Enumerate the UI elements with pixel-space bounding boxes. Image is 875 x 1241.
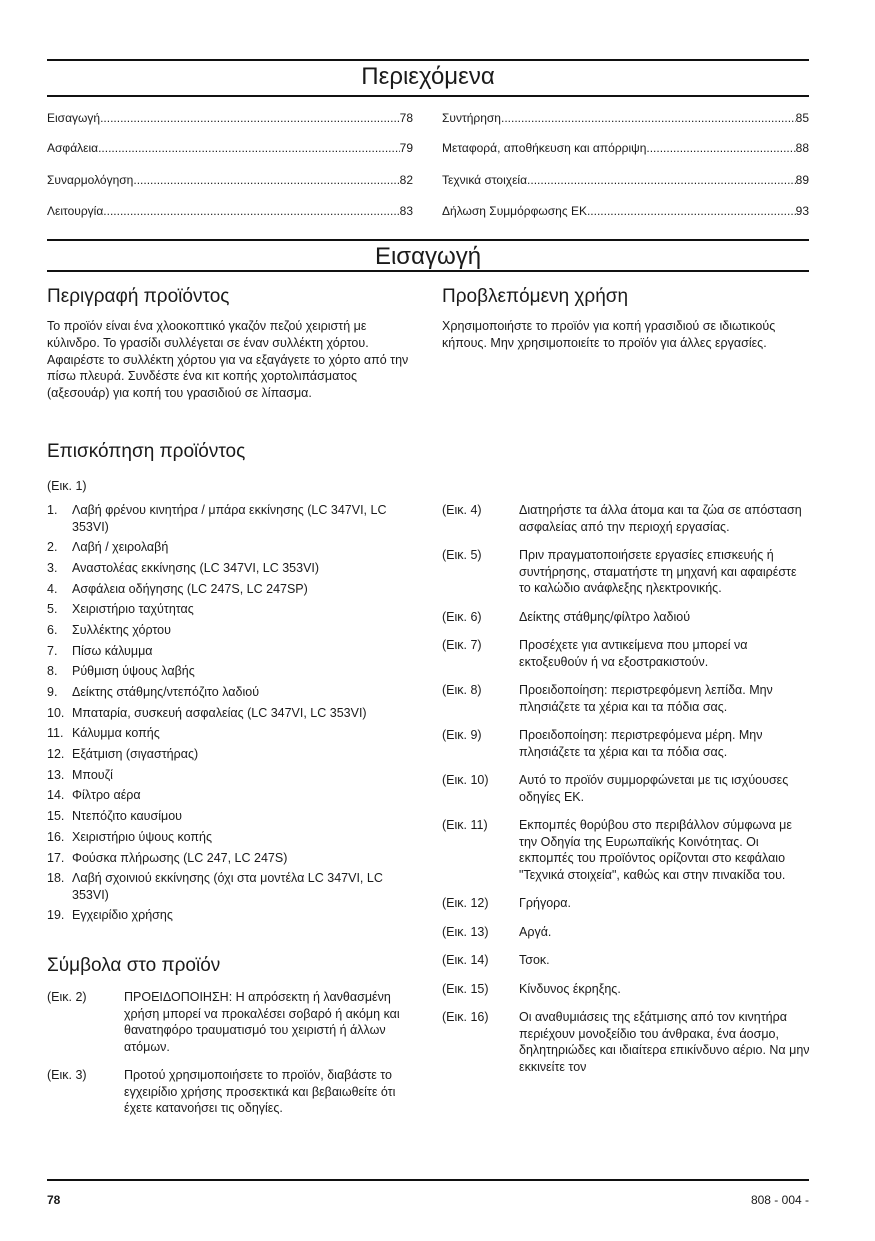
list-item-text: Εγχειρίδιο χρήσης: [72, 908, 173, 923]
symbol-description: Προειδοποίηση: περιστρεφόμενα μέρη. Μην πλησιάζετε τα χέρια και τα πόδια σας.: [519, 728, 763, 759]
list-item: [47, 787, 417, 804]
list-item-text: Λαβή σχοινιού εκκίνησης (όχι στα μοντέλα LC 347VI, LC 353VI): [72, 871, 383, 902]
description-heading: Περιγραφή προϊόντος: [47, 286, 230, 307]
list-item-number: 1.: [47, 503, 58, 517]
toc-leader-dots: [133, 172, 399, 188]
list-item-text: Ρύθμιση ύψους λαβής: [72, 664, 195, 679]
symbol-entry: [442, 817, 810, 883]
toc-leader-dots: [100, 110, 400, 126]
figure-ref: (Εικ. 13): [442, 924, 489, 939]
toc-leader-dots: [103, 203, 399, 219]
toc-entry-page: 89: [795, 173, 809, 187]
toc-entry-label: Τεχνικά στοιχεία: [442, 173, 528, 187]
toc-entry[interactable]: [442, 110, 809, 126]
figure-ref: (Εικ. 7): [442, 638, 482, 652]
list-item-text: Χειριστήριο ύψους κοπής: [72, 829, 212, 844]
toc-entry-page: 85: [795, 111, 809, 125]
symbol-description: Αυτό το προϊόν συμμορφώνεται με τις ισχύουσες οδηγίες ΕΚ.: [519, 773, 789, 804]
list-item: [47, 601, 417, 618]
toc-entry[interactable]: [47, 140, 413, 156]
list-item-number: 12.: [47, 747, 65, 762]
toc-leader-dots: [98, 140, 400, 156]
figure-ref: (Εικ. 6): [442, 609, 482, 624]
symbol-entry: [442, 637, 810, 670]
symbol-description: Διατηρήστε τα άλλα άτομα και τα ζώα σε απόσταση ασφαλείας από την περιοχή εργασίας.: [519, 503, 802, 534]
list-item-number: 2.: [47, 540, 58, 555]
list-item-number: 3.: [47, 560, 58, 575]
symbol-description: Τσοκ.: [519, 953, 550, 967]
figure-ref: (Εικ. 16): [442, 1010, 489, 1024]
toc-entry-label: Συναρμολόγηση: [47, 173, 134, 187]
symbol-entry: [47, 989, 407, 1055]
list-item: [47, 622, 417, 639]
list-item-number: 10.: [47, 705, 65, 720]
symbol-entry: [442, 502, 810, 535]
list-item: [47, 907, 417, 924]
toc-entry[interactable]: [442, 172, 809, 188]
symbol-entry: [442, 682, 810, 715]
list-item: [47, 705, 417, 722]
figure-ref: (Εικ. 9): [442, 728, 482, 742]
toc-entry[interactable]: [442, 140, 809, 156]
list-item-number: 11.: [47, 726, 64, 741]
list-item: [47, 643, 417, 660]
symbol-entry: [442, 609, 810, 626]
list-item: [47, 539, 417, 556]
list-item: [47, 502, 417, 535]
list-item-number: 18.: [47, 871, 65, 886]
symbol-entry: [442, 952, 810, 969]
symbol-entry: [442, 772, 810, 805]
list-item-number: 16.: [47, 829, 65, 844]
list-item-text: Χειριστήριο ταχύτητας: [72, 602, 194, 617]
figure-ref: (Εικ. 8): [442, 683, 482, 697]
symbol-description: Γρήγορα.: [519, 896, 571, 910]
list-item-text: Αναστολέας εκκίνησης (LC 347VI, LC 353VI): [72, 560, 320, 575]
symbol-description: Κίνδυνος έκρηξης.: [519, 981, 621, 996]
toc-entry-label: Μεταφορά, αποθήκευση και απόρριψη: [442, 141, 647, 155]
list-item-text: Μπαταρία, συσκευή ασφαλείας (LC 347VI, LC 353VI): [72, 705, 367, 720]
list-item-number: 15.: [47, 809, 65, 824]
list-item-text: Φίλτρο αέρα: [72, 788, 141, 803]
figure-ref: (Εικ. 14): [442, 953, 489, 967]
page-number: 78: [47, 1193, 61, 1207]
figure-ref: (Εικ. 4): [442, 503, 482, 517]
list-item-number: 8.: [47, 664, 58, 679]
symbol-entry: [47, 1067, 407, 1117]
figure-ref: (Εικ. 3): [47, 1068, 87, 1082]
symbol-description: Προσέχετε για αντικείμενα που μπορεί να εκτοξευθούν ή να εξοστρακιστούν.: [519, 638, 748, 669]
list-item-number: 9.: [47, 685, 58, 699]
chapter-title: Εισαγωγή: [374, 243, 482, 270]
overview-figure-ref: (Εικ. 1): [47, 479, 87, 493]
figure-ref: (Εικ. 5): [442, 548, 482, 562]
list-item-text: Λαβή φρένου κινητήρα / μπάρα εκκίνησης (LC 347VI, LC 353VI): [72, 503, 387, 534]
toc-entry[interactable]: [47, 203, 413, 219]
list-item-text: Μπουζί: [72, 767, 113, 782]
symbol-description: Προειδοποίηση: περιστρεφόμενη λεπίδα. Μην πλησιάζετε τα χέρια και τα πόδια σας.: [519, 683, 773, 714]
symbol-description: Πριν πραγματοποιήσετε εργασίες επισκευής ή συντήρησης, σταματήστε τη μηχανή και αφαιρέστε το καλώδιο ανάφλεξης ηλεκτρονικής.: [519, 548, 797, 595]
list-item-number: 7.: [47, 643, 58, 658]
toc-leader-dots: [527, 172, 796, 188]
list-item: [47, 746, 417, 763]
figure-ref: (Εικ. 11): [442, 818, 488, 832]
list-item-number: 6.: [47, 622, 58, 637]
list-item: [47, 560, 417, 577]
overview-heading: Επισκόπηση προϊόντος: [47, 441, 246, 462]
toc-entry-page: 82: [399, 173, 413, 187]
symbol-description: Δείκτης στάθμης/φίλτρο λαδιού: [519, 609, 691, 624]
list-item-text: Συλλέκτης χόρτου: [72, 622, 171, 637]
list-item-number: 4.: [47, 581, 58, 596]
doc-code: 808 - 004 -: [750, 1193, 809, 1207]
list-item-text: Ασφάλεια οδήγησης (LC 247S, LC 247SP): [72, 581, 308, 596]
list-item: [47, 663, 417, 680]
list-item-text: Κάλυμμα κοπής: [72, 726, 160, 741]
toc-title-rule: [47, 95, 809, 97]
symbol-entry: [442, 547, 810, 597]
figure-ref: (Εικ. 15): [442, 981, 489, 996]
figure-ref: (Εικ. 2): [47, 990, 87, 1004]
list-item: [47, 581, 417, 598]
toc-entry-label: Λειτουργία: [47, 204, 104, 218]
list-item: [47, 870, 417, 903]
symbols-right: [442, 502, 810, 1087]
list-item-text: Ντεπόζιτο καυσίμου: [72, 809, 183, 824]
list-item-number: 5.: [47, 602, 58, 617]
toc-entry[interactable]: [442, 203, 809, 219]
chapter-top-rule: [47, 239, 809, 241]
symbol-description: Εκπομπές θορύβου στο περιβάλλον σύμφωνα με την Οδηγία της Ευρωπαϊκής Κοινότητας. Οι εκπομπές του προϊόντος ορίζονται στο κεφάλαιο "Τεχνικά στοιχεία", καθώς και στην πινακίδα του.: [519, 818, 792, 882]
symbol-description: Προτού χρησιμοποιήσετε το προϊόν, διαβάστε το εγχειρίδιο χρήσης προσεκτικά και βεβαιωθείτε ότι έχετε κατανοήσει τις οδηγίες.: [124, 1068, 396, 1115]
list-item-text: Πίσω κάλυμμα: [72, 643, 153, 658]
symbols-heading: Σύμβολα στο προϊόν: [47, 955, 221, 976]
symbol-description: Αργά.: [519, 924, 552, 939]
figure-ref: (Εικ. 12): [442, 896, 489, 910]
toc-entry-page: 83: [399, 204, 413, 218]
list-item-text: Δείκτης στάθμης/ντεπόζιτο λαδιού: [72, 685, 260, 699]
list-item-number: 13.: [47, 767, 65, 782]
figure-ref: (Εικ. 10): [442, 773, 489, 787]
list-item: [47, 684, 417, 701]
list-item-text: Φούσκα πλήρωσης (LC 247, LC 247S): [72, 850, 288, 865]
toc-leader-dots: [646, 140, 795, 156]
top-rule: [47, 59, 809, 61]
chapter-title-rule: [47, 270, 809, 272]
list-item-text: Λαβή / χειρολαβή: [72, 540, 169, 555]
toc-title: Περιεχόμενα: [361, 63, 495, 90]
symbol-entry: [442, 895, 810, 912]
toc-entry-page: 93: [795, 204, 809, 218]
intended-use-text: Χρησιμοποιήστε το προϊόν για κοπή γρασιδιού σε ιδιωτικούς κήπους. Μην χρησιμοποιείτε το προϊόν για άλλες εργασίες.: [442, 319, 776, 350]
symbol-description: Οι αναθυμιάσεις της εξάτμισης από τον κινητήρα περιέχουν μονοξείδιο του άνθρακα, ένα άοσμο, δηλητηριώδες και ιδιαίτερα επικίνδυνο αέριο. Να μην εκκινείτε τον: [519, 1010, 810, 1074]
toc-entry-page: 79: [399, 141, 413, 155]
symbols-left: [47, 989, 407, 1129]
symbol-entry: [442, 981, 810, 998]
list-item-number: 14.: [47, 788, 65, 803]
symbol-entry: [442, 924, 810, 941]
overview-list: [47, 502, 417, 928]
list-item: [47, 808, 417, 825]
list-item: [47, 767, 417, 784]
symbol-entry: [442, 727, 810, 760]
list-item: [47, 850, 417, 867]
toc-entry-label: Δήλωση Συμμόρφωσης ΕΚ: [442, 204, 587, 218]
toc-entry-label: Εισαγωγή: [47, 111, 101, 125]
toc-leader-dots: [501, 110, 796, 126]
footer-rule: [47, 1179, 809, 1181]
list-item: [47, 725, 417, 742]
toc-entry[interactable]: [47, 110, 413, 126]
toc-entry-label: Συντήρηση: [442, 111, 501, 125]
symbol-description: ΠΡΟΕΙΔΟΠΟΙΗΣΗ: Η απρόσεκτη ή λανθασμένη χρήση μπορεί να προκαλέσει σοβαρό ή ακόμη και θανατηφόρο τραυματισμό του χειριστή ή άλλων ατόμων.: [124, 990, 400, 1054]
symbol-entry: [442, 1009, 810, 1075]
list-item: [47, 829, 417, 846]
toc-entry-label: Ασφάλεια: [47, 141, 99, 155]
toc-leader-dots: [587, 203, 796, 219]
toc-entry-page: 78: [399, 111, 413, 125]
description-text: Το προϊόν είναι ένα χλοοκοπτικό γκαζόν πεζού χειριστή με κύλινδρο. Το γρασίδι συλλέγεται σε έναν συλλέκτη χόρτου. Αφαιρέστε το συλλέκτη χόρτου για να εξαγάγετε το χόρτο από την πίσω πλευρά. Συνδέστε ένα κιτ κοπής χορτολιπάσματος (αξεσουάρ) για κοπή του γρασιδιού σε λίπασμα.: [47, 319, 409, 401]
list-item-number: 17.: [47, 850, 65, 865]
toc-entry[interactable]: [47, 172, 413, 188]
list-item-text: Εξάτμιση (σιγαστήρας): [72, 747, 199, 762]
toc-entry-page: 88: [795, 141, 809, 155]
intended-use-heading: Προβλεπόμενη χρήση: [442, 286, 629, 307]
list-item-number: 19.: [47, 908, 65, 923]
